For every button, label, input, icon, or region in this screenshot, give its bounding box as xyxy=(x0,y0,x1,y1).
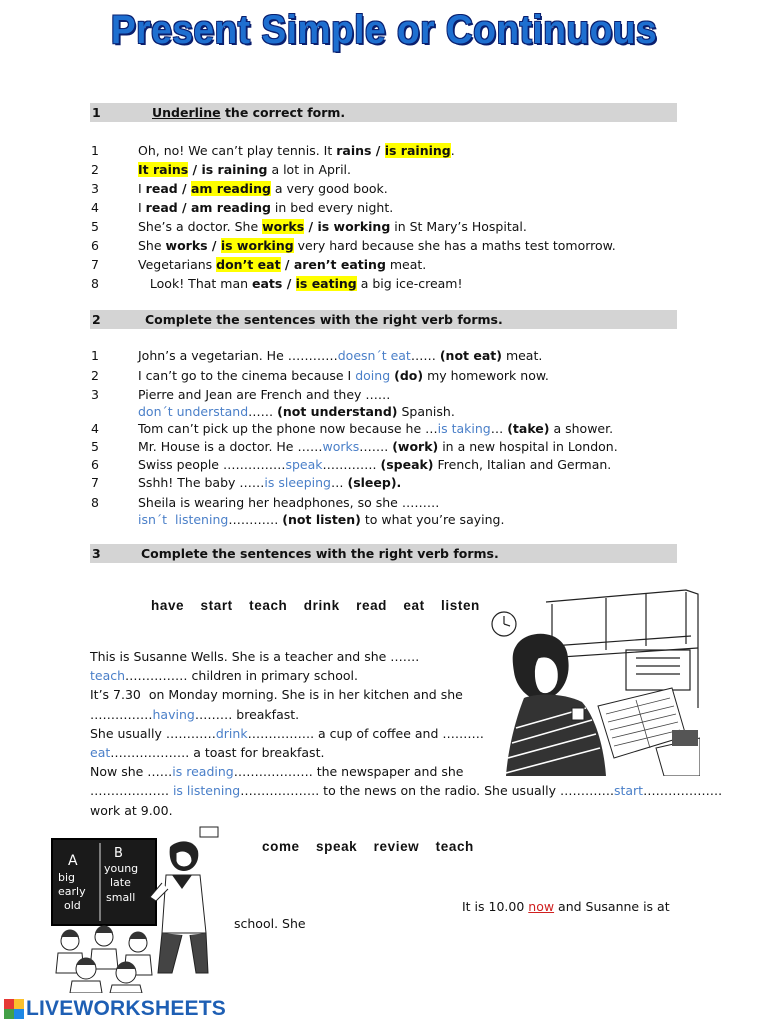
sentence-text: It’s 7.30 on Monday morning. She is in her kitchen and she xyxy=(90,687,463,703)
sentence-text: ………………. to the news on the radio. She usually …………. xyxy=(240,783,614,799)
item-sentence xyxy=(138,474,401,491)
sentence-text: in a new hospital in London. xyxy=(438,439,618,454)
item-number: 4 xyxy=(91,421,99,436)
paragraph-line xyxy=(90,781,723,800)
sentence-text: (work) xyxy=(392,439,439,454)
item-sentence xyxy=(138,142,455,159)
item-sentence xyxy=(138,386,658,420)
svg-text:young: young xyxy=(104,862,139,875)
section-1-number: 1 xyxy=(92,105,101,120)
item-number: 1 xyxy=(91,143,99,158)
sentence-text: John’s a vegetarian. He ………… xyxy=(138,348,338,363)
classroom-blackboard-illustration xyxy=(50,823,222,993)
sentence-text: (speak) xyxy=(380,457,434,472)
sentence-text: I can’t go to the cinema because I xyxy=(138,368,356,383)
item-number: 7 xyxy=(91,257,99,272)
item-number: 6 xyxy=(91,457,99,472)
svg-text:big: big xyxy=(58,871,76,884)
item-sentence xyxy=(138,347,542,364)
answer-text: eat xyxy=(90,745,111,761)
sentence-text: ………………. xyxy=(90,783,173,799)
answer-text: start xyxy=(613,783,644,799)
sentence-text: Mr. House is a doctor. He …… xyxy=(138,439,323,454)
item-number: 4 xyxy=(91,200,99,215)
section-2-header xyxy=(90,310,677,329)
item-sentence xyxy=(138,420,613,437)
word-bank-1: have start teach drink read eat listen xyxy=(151,598,480,613)
item-number: 3 xyxy=(91,181,99,196)
sentence-text: read / xyxy=(145,181,191,196)
answer-text: is sleeping xyxy=(264,475,331,490)
sentence-text: …… xyxy=(410,348,440,363)
section-3-instruction: Complete the sentences with the right verb forms. xyxy=(141,546,499,561)
sentence-text: / aren’t eating xyxy=(280,257,386,272)
sentence-text: (not understand) xyxy=(277,404,398,419)
item-sentence xyxy=(138,256,426,273)
sentence-text: ………………. a toast for breakfast. xyxy=(110,745,325,761)
paragraph-line xyxy=(90,801,690,820)
item-sentence xyxy=(138,494,658,528)
sentence-text: work at 9.00. xyxy=(90,802,173,818)
svg-text:B: B xyxy=(114,846,123,861)
sentence-text: my homework now. xyxy=(423,368,549,383)
sentence-text: I xyxy=(138,200,146,215)
now-word: now xyxy=(528,899,555,914)
sentence-text: ………… xyxy=(228,512,283,527)
item-number: 2 xyxy=(91,162,99,177)
answer-text: drink xyxy=(215,725,248,741)
section-1-header xyxy=(90,103,677,122)
sentence-text: eats / xyxy=(252,276,296,291)
sentence-text: … xyxy=(331,475,348,490)
sentence-text: I xyxy=(138,181,146,196)
sentence-text: ……. xyxy=(359,439,393,454)
sentence-text: …… xyxy=(248,404,278,419)
sentence-text: She’s a doctor. She xyxy=(138,219,263,234)
sentence-text: (sleep). xyxy=(347,475,402,490)
sentence-text: ……… breakfast. xyxy=(194,706,300,722)
sentence-text: a big ice-cream! xyxy=(356,276,463,291)
sentence-text: ……………. a cup of coffee and ………. xyxy=(247,725,484,741)
sentence-text: a lot in April. xyxy=(267,162,351,177)
woman-reading-newspaper-illustration xyxy=(486,588,700,776)
item-sentence xyxy=(138,367,549,384)
answer-text: isn´t listening xyxy=(138,512,229,527)
sentence-text: . xyxy=(450,143,455,158)
sentence-text: Tom can’t pick up the phone now because he … xyxy=(138,421,438,436)
worksheet-title: Present Simple or Continuous xyxy=(110,8,658,52)
section-2-instruction: Complete the sentences with the right verb forms. xyxy=(145,312,503,327)
item-number: 1 xyxy=(91,348,99,363)
highlighted-answer: don’t eat xyxy=(216,257,281,272)
sentence-text: ………………. xyxy=(643,783,723,799)
sentence-text: … xyxy=(490,421,508,436)
answer-text: don´t understand xyxy=(138,404,249,419)
item-sentence xyxy=(138,438,618,455)
sentence-text: in St Mary’s Hospital. xyxy=(390,219,527,234)
highlighted-answer: is raining xyxy=(384,143,451,158)
sentence-text: to what you’re saying. xyxy=(360,512,505,527)
section-3-number: 3 xyxy=(92,546,101,561)
sentence-text: ………………. the newspaper and she xyxy=(233,764,464,780)
item-number: 8 xyxy=(91,495,99,510)
liveworksheets-logo: LIVEWORKSHEETS xyxy=(4,996,226,1022)
sentence-text: very hard because she has a maths test tomorrow. xyxy=(293,238,616,253)
highlighted-answer: works xyxy=(262,219,305,234)
sentence-text: Sshh! The baby …… xyxy=(138,475,265,490)
item-number: 5 xyxy=(91,439,99,454)
item-number: 5 xyxy=(91,219,99,234)
sentence-text: She xyxy=(138,238,166,253)
sentence-text: rains / xyxy=(336,143,385,158)
highlighted-answer: is working xyxy=(220,238,294,253)
sentence-text: meat. xyxy=(385,257,427,272)
item-sentence xyxy=(138,218,527,235)
sentence-text: She usually ………… xyxy=(90,725,216,741)
item-sentence xyxy=(138,199,393,216)
sentence-text: in bed every night. xyxy=(270,200,394,215)
answer-text: having xyxy=(152,706,195,722)
highlighted-answer: It rains xyxy=(138,162,189,177)
sentence-text: / is raining xyxy=(188,162,268,177)
liveworksheets-mark-icon xyxy=(4,999,24,1019)
answer-text: doing xyxy=(355,368,391,383)
sentence-text: (not listen) xyxy=(282,512,361,527)
item-sentence xyxy=(138,237,616,254)
item-number: 2 xyxy=(91,368,99,383)
section-2-number: 2 xyxy=(92,312,101,327)
svg-text:small: small xyxy=(106,891,136,904)
answer-text: teach xyxy=(90,668,126,684)
sentence-text: Spanish. xyxy=(397,404,455,419)
item-number: 3 xyxy=(91,387,99,402)
sentence-text: …………… children in primary school. xyxy=(125,668,358,684)
answer-text: doesn´t eat xyxy=(337,348,411,363)
word-bank-2: come speak review teach xyxy=(262,839,474,854)
sentence-text: Oh, no! We can’t play tennis. It xyxy=(138,143,337,158)
item-sentence xyxy=(138,161,351,178)
answer-text: speak xyxy=(285,457,323,472)
sentence-text: (take) xyxy=(507,421,550,436)
sentence-text: Sheila is wearing her headphones, so she ……… xyxy=(138,495,440,510)
sentence-text: This is Susanne Wells. She is a teacher and she ……. xyxy=(90,649,420,664)
answer-text: is listening xyxy=(172,783,241,799)
section-1-instruction: Underline the correct form. xyxy=(152,105,346,120)
item-number: 6 xyxy=(91,238,99,253)
sentence-text: Pierre and Jean are French and they …… xyxy=(138,387,391,402)
sentence-text: Vegetarians xyxy=(138,257,217,272)
section-3-line-a: It is 10.00 now and Susanne is at xyxy=(462,899,670,914)
answer-text: is reading xyxy=(172,764,234,780)
sentence-text: a shower. xyxy=(549,421,614,436)
item-number: 8 xyxy=(91,276,99,291)
sentence-text: works / xyxy=(165,238,221,253)
sentence-text: Swiss people …………… xyxy=(138,457,286,472)
answer-text: works xyxy=(322,439,360,454)
svg-text:A: A xyxy=(68,853,78,869)
sentence-text: / is working xyxy=(304,219,391,234)
sentence-text: read / am reading xyxy=(145,200,271,215)
item-number: 7 xyxy=(91,475,99,490)
sentence-text: (not eat) xyxy=(439,348,502,363)
section-3-header xyxy=(90,544,677,563)
sentence-text: (do) xyxy=(394,368,424,383)
sentence-text: …………. xyxy=(322,457,381,472)
item-sentence xyxy=(138,456,611,473)
highlighted-answer: is eating xyxy=(295,276,357,291)
item-sentence xyxy=(138,275,462,292)
sentence-text: meat. xyxy=(501,348,543,363)
sentence-text: Look! That man xyxy=(138,276,253,291)
sentence-text: French, Italian and German. xyxy=(433,457,612,472)
section-3-line-b: school. She xyxy=(234,916,306,931)
svg-text:early: early xyxy=(58,885,86,898)
item-sentence xyxy=(138,180,388,197)
sentence-text: a very good book. xyxy=(270,181,388,196)
highlighted-answer: am reading xyxy=(190,181,271,196)
svg-text:old: old xyxy=(64,899,81,912)
svg-text:late: late xyxy=(110,876,131,889)
answer-text: is taking xyxy=(437,421,491,436)
sentence-text: …………… xyxy=(90,706,153,722)
sentence-text: Now she …… xyxy=(90,764,173,780)
